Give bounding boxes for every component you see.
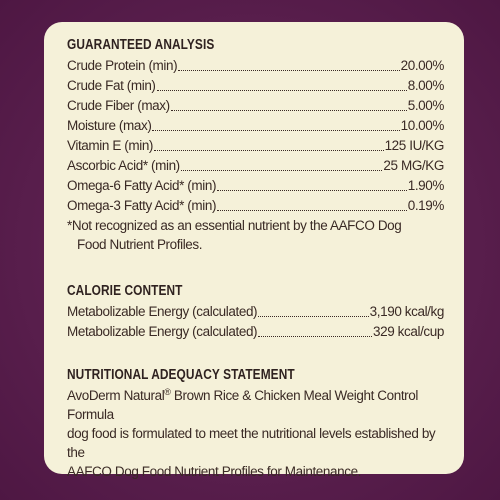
calorie-value: 3,190 kcal/kg — [369, 304, 444, 319]
brand-name: AvoDerm Natural — [67, 388, 165, 403]
product-name: Brown Rice & Chicken Meal Weight Control Formula — [67, 388, 418, 422]
analysis-row — [67, 56, 444, 76]
nutrient-label: Crude Fat (min) — [67, 78, 156, 93]
adequacy-line-2: dog food is formulated to meet the nutritional levels established by the — [67, 426, 436, 460]
analysis-row — [67, 136, 444, 156]
nutrient-label: Omega-3 Fatty Acid* (min) — [67, 198, 217, 213]
footnote-line-1: *Not recognized as an essential nutrient by the AAFCO Dog — [67, 218, 402, 233]
nutrient-label: Crude Fiber (max) — [67, 98, 170, 113]
nutritional-adequacy-heading: NUTRITIONAL ADEQUACY STATEMENT — [67, 367, 295, 383]
footnote-line-2: Food Nutrient Profiles. — [77, 237, 203, 252]
registered-mark: ® — [164, 387, 171, 397]
calorie-content-heading: CALORIE CONTENT — [67, 283, 183, 299]
leader-dots — [152, 129, 399, 131]
nutrient-value: 25 MG/KG — [383, 158, 444, 173]
leader-dots — [171, 109, 407, 111]
nutrient-value: 125 IU/KG — [384, 138, 444, 153]
analysis-row — [67, 156, 444, 176]
adequacy-line-1 — [67, 386, 447, 424]
nutrient-label: Ascorbic Acid* (min) — [67, 158, 180, 173]
nutrient-label: Vitamin E (min) — [67, 138, 154, 153]
nutrient-value: 5.00% — [407, 98, 444, 113]
calorie-table — [67, 302, 444, 342]
adequacy-statement — [67, 386, 447, 481]
nutrient-label: Moisture (max) — [67, 118, 152, 133]
leader-dots — [154, 149, 384, 151]
leader-dots — [217, 209, 407, 211]
adequacy-line-3: AAFCO Dog Food Nutrient Profiles for Maintenance. — [67, 464, 362, 479]
leader-dots — [217, 189, 407, 191]
leader-dots — [258, 335, 372, 337]
calorie-row — [67, 322, 444, 342]
nutrient-value: 0.19% — [407, 198, 444, 213]
leader-dots — [258, 315, 368, 317]
nutrient-value: 8.00% — [407, 78, 444, 93]
guaranteed-analysis-heading: GUARANTEED ANALYSIS — [67, 37, 215, 53]
analysis-row — [67, 96, 444, 116]
nutrition-panel — [44, 22, 464, 479]
nutrient-value: 10.00% — [400, 118, 444, 133]
leader-dots — [181, 169, 383, 171]
footnote — [67, 216, 444, 254]
analysis-row — [67, 116, 444, 136]
calorie-label: Metabolizable Energy (calculated) — [67, 304, 258, 319]
calorie-label: Metabolizable Energy (calculated) — [67, 324, 258, 339]
nutrient-value: 20.00% — [400, 58, 444, 73]
nutrient-label: Omega-6 Fatty Acid* (min) — [67, 178, 217, 193]
calorie-row — [67, 302, 444, 322]
analysis-row — [67, 196, 444, 216]
calorie-value: 329 kcal/cup — [373, 324, 444, 339]
leader-dots — [157, 89, 407, 91]
leader-dots — [178, 69, 399, 71]
analysis-table — [67, 56, 444, 216]
analysis-row — [67, 76, 444, 96]
nutrient-value: 1.90% — [407, 178, 444, 193]
analysis-row — [67, 176, 444, 196]
nutrient-label: Crude Protein (min) — [67, 58, 178, 73]
